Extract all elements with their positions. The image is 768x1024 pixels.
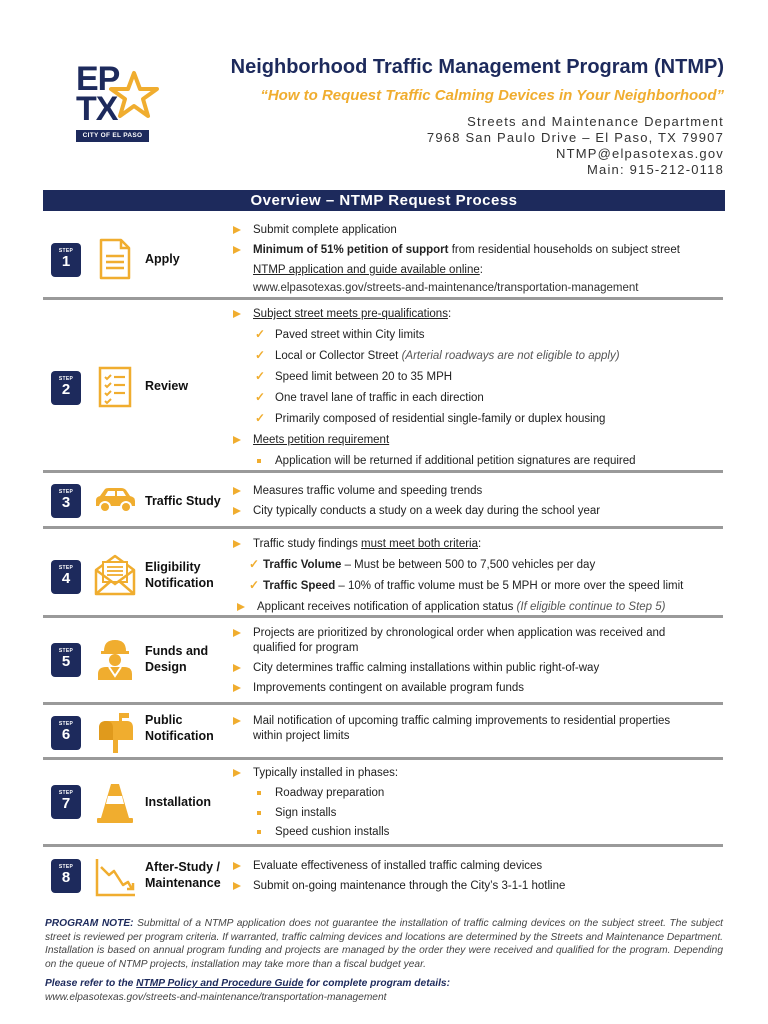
- list-item: Projects are prioritized by chronological order when application was received and: [233, 626, 665, 641]
- list-item: Submit on-going maintenance through the City’s 3-1-1 hotline: [233, 879, 565, 894]
- step-items: [233, 307, 636, 469]
- step-4-row: [43, 532, 725, 614]
- guide-url[interactable]: www.elpasotexas.gov/streets-and-maintenance/transportation-management: [253, 282, 639, 294]
- step-1-row: [43, 220, 725, 296]
- program-note: [45, 917, 723, 971]
- divider: [43, 470, 723, 473]
- program-note-label: PROGRAM NOTE:: [45, 918, 134, 929]
- sub-item: Application will be returned if additional petition signatures are required: [233, 454, 636, 469]
- divider: [43, 844, 723, 847]
- sub-item: Sign installs: [233, 806, 398, 821]
- list-item: City determines traffic calming installations within public right-of-way: [233, 661, 665, 676]
- mailbox-icon: [93, 710, 137, 754]
- step-2-row: [43, 303, 725, 469]
- list-item: Subject street meets pre-qualifications:: [233, 307, 636, 322]
- check-item: ✓ Paved street within City limits: [255, 327, 425, 341]
- refer-url[interactable]: www.elpasotexas.gov/streets-and-maintenance/transportation-management: [45, 991, 387, 1003]
- step-items: [233, 537, 683, 615]
- list-item: Traffic study findings must meet both criteria:: [233, 537, 683, 552]
- step-badge: STEP 2: [51, 371, 81, 405]
- logo-city-label: CITY OF EL PASO: [76, 130, 149, 142]
- list-item: Applicant receives notification of application status (If eligible continue to Step 5): [233, 600, 683, 615]
- step-badge: STEP 3: [51, 484, 81, 518]
- step-8-row: [43, 850, 725, 904]
- step-badge: STEP 5: [51, 643, 81, 677]
- list-item: Submit complete application: [233, 223, 680, 238]
- list-item: Mail notification of upcoming traffic calming improvements to residential properties: [233, 714, 670, 729]
- traffic-cone-icon: [93, 780, 137, 824]
- list-item: Minimum of 51% petition of support from residential households on subject street: [233, 243, 680, 258]
- list-item: Improvements contingent on available program funds: [233, 681, 665, 696]
- divider: [43, 297, 723, 300]
- step-3-row: [43, 476, 725, 524]
- step-5-row: [43, 621, 725, 701]
- city-logo: [70, 62, 165, 147]
- list-item-continuation: qualified for program: [253, 642, 359, 654]
- star-icon: [108, 70, 160, 122]
- divider: [43, 702, 723, 705]
- sub-item: Speed cushion installs: [233, 825, 398, 840]
- checklist-icon: [93, 365, 137, 409]
- step-badge: STEP 4: [51, 560, 81, 594]
- refer-note: Please refer to the NTMP Policy and Procedure Guide for complete program details: www.elpasotexas.gov/streets-and-maintenance/transportation-management: [45, 977, 723, 1004]
- divider: [43, 757, 723, 760]
- check-item: ✓ Local or Collector Street (Arterial roadways are not eligible to apply): [255, 348, 620, 362]
- logo-tx-text: TX: [76, 90, 118, 128]
- step-items: [233, 859, 565, 894]
- step-items: [233, 714, 670, 744]
- application-guide-link[interactable]: NTMP application and guide available online: [253, 264, 480, 276]
- step-title: Installation: [145, 795, 211, 809]
- step-7-row: [43, 763, 725, 843]
- list-item-continuation: within project limits: [253, 730, 350, 742]
- page-title: Neighborhood Traffic Management Program (NTMP): [230, 56, 724, 78]
- sub-item: Roadway preparation: [233, 786, 398, 801]
- step-badge: STEP 1: [51, 243, 81, 277]
- check-item: ✓ One travel lane of traffic in each direction: [255, 390, 484, 404]
- department-name: Streets and Maintenance Department: [467, 114, 724, 129]
- step-title: Apply: [145, 252, 180, 266]
- step-items: [233, 484, 600, 519]
- list-item: Evaluate effectiveness of installed traffic calming devices: [233, 859, 565, 874]
- step-title: Traffic Study: [145, 494, 221, 508]
- policy-guide-link[interactable]: NTMP Policy and Procedure Guide: [136, 978, 304, 989]
- program-note-text: Submittal of a NTMP application does not guarantee the installation of traffic calming devices on the subject street. The subject street is reviewed per program criteria. If warranted, traffic calming devices and locations are determined by the Streets and Maintenance Department. Installation is based on annual program funding and projects are managed by the order they were received and qualified for the program. Depending on the queue of NTMP projects, installation may take more than a fiscal budget year.: [45, 918, 723, 970]
- address: 7968 San Paulo Drive – El Paso, TX 79907: [426, 130, 724, 145]
- step-items: [233, 626, 665, 696]
- step-badge: STEP 7: [51, 785, 81, 819]
- step-title: Funds and Design: [145, 644, 209, 674]
- declining-chart-icon: [93, 855, 137, 899]
- list-item: City typically conducts a study on a week day during the school year: [233, 504, 600, 519]
- divider: [43, 526, 723, 529]
- step-title: Review: [145, 379, 189, 393]
- page-subtitle: “How to Request Traffic Calming Devices in Your Neighborhood”: [260, 87, 724, 104]
- construction-worker-icon: [93, 636, 137, 680]
- contact-block: [427, 114, 724, 178]
- check-item: ✓ Primarily composed of residential single-family or duplex housing: [255, 411, 606, 425]
- list-item: Measures traffic volume and speeding trends: [233, 484, 600, 499]
- check-item: ✓ Traffic Speed – 10% of traffic volume must be 5 MPH or more over the speed limit: [249, 578, 684, 592]
- step-title: After-Study / Maintenance: [145, 860, 221, 890]
- logo-ep-text: EP: [76, 60, 120, 98]
- step-badge: STEP 6: [51, 716, 81, 750]
- car-icon: [93, 478, 137, 522]
- email-address[interactable]: NTMP@elpasotexas.gov: [556, 146, 724, 161]
- step-badge: STEP 8: [51, 859, 81, 893]
- step-items: [233, 766, 398, 840]
- step-title: Public Notification: [145, 713, 214, 743]
- check-item: ✓ Traffic Volume – Must be between 500 to 7,500 vehicles per day: [249, 557, 596, 571]
- divider: [43, 615, 723, 618]
- document-icon: [93, 237, 137, 281]
- envelope-letter-icon: [93, 552, 137, 596]
- phone-number: Main: 915-212-0118: [587, 162, 724, 177]
- list-item: Typically installed in phases:: [233, 766, 398, 781]
- list-item: Meets petition requirement: [233, 433, 636, 448]
- step-title: Eligibility Notification: [145, 560, 214, 590]
- step-items: [233, 223, 680, 296]
- list-item: NTMP application and guide available online:: [253, 264, 483, 276]
- overview-heading: Overview – NTMP Request Process: [43, 190, 725, 211]
- step-6-row: [43, 708, 725, 756]
- check-item: ✓ Speed limit between 20 to 35 MPH: [255, 369, 453, 383]
